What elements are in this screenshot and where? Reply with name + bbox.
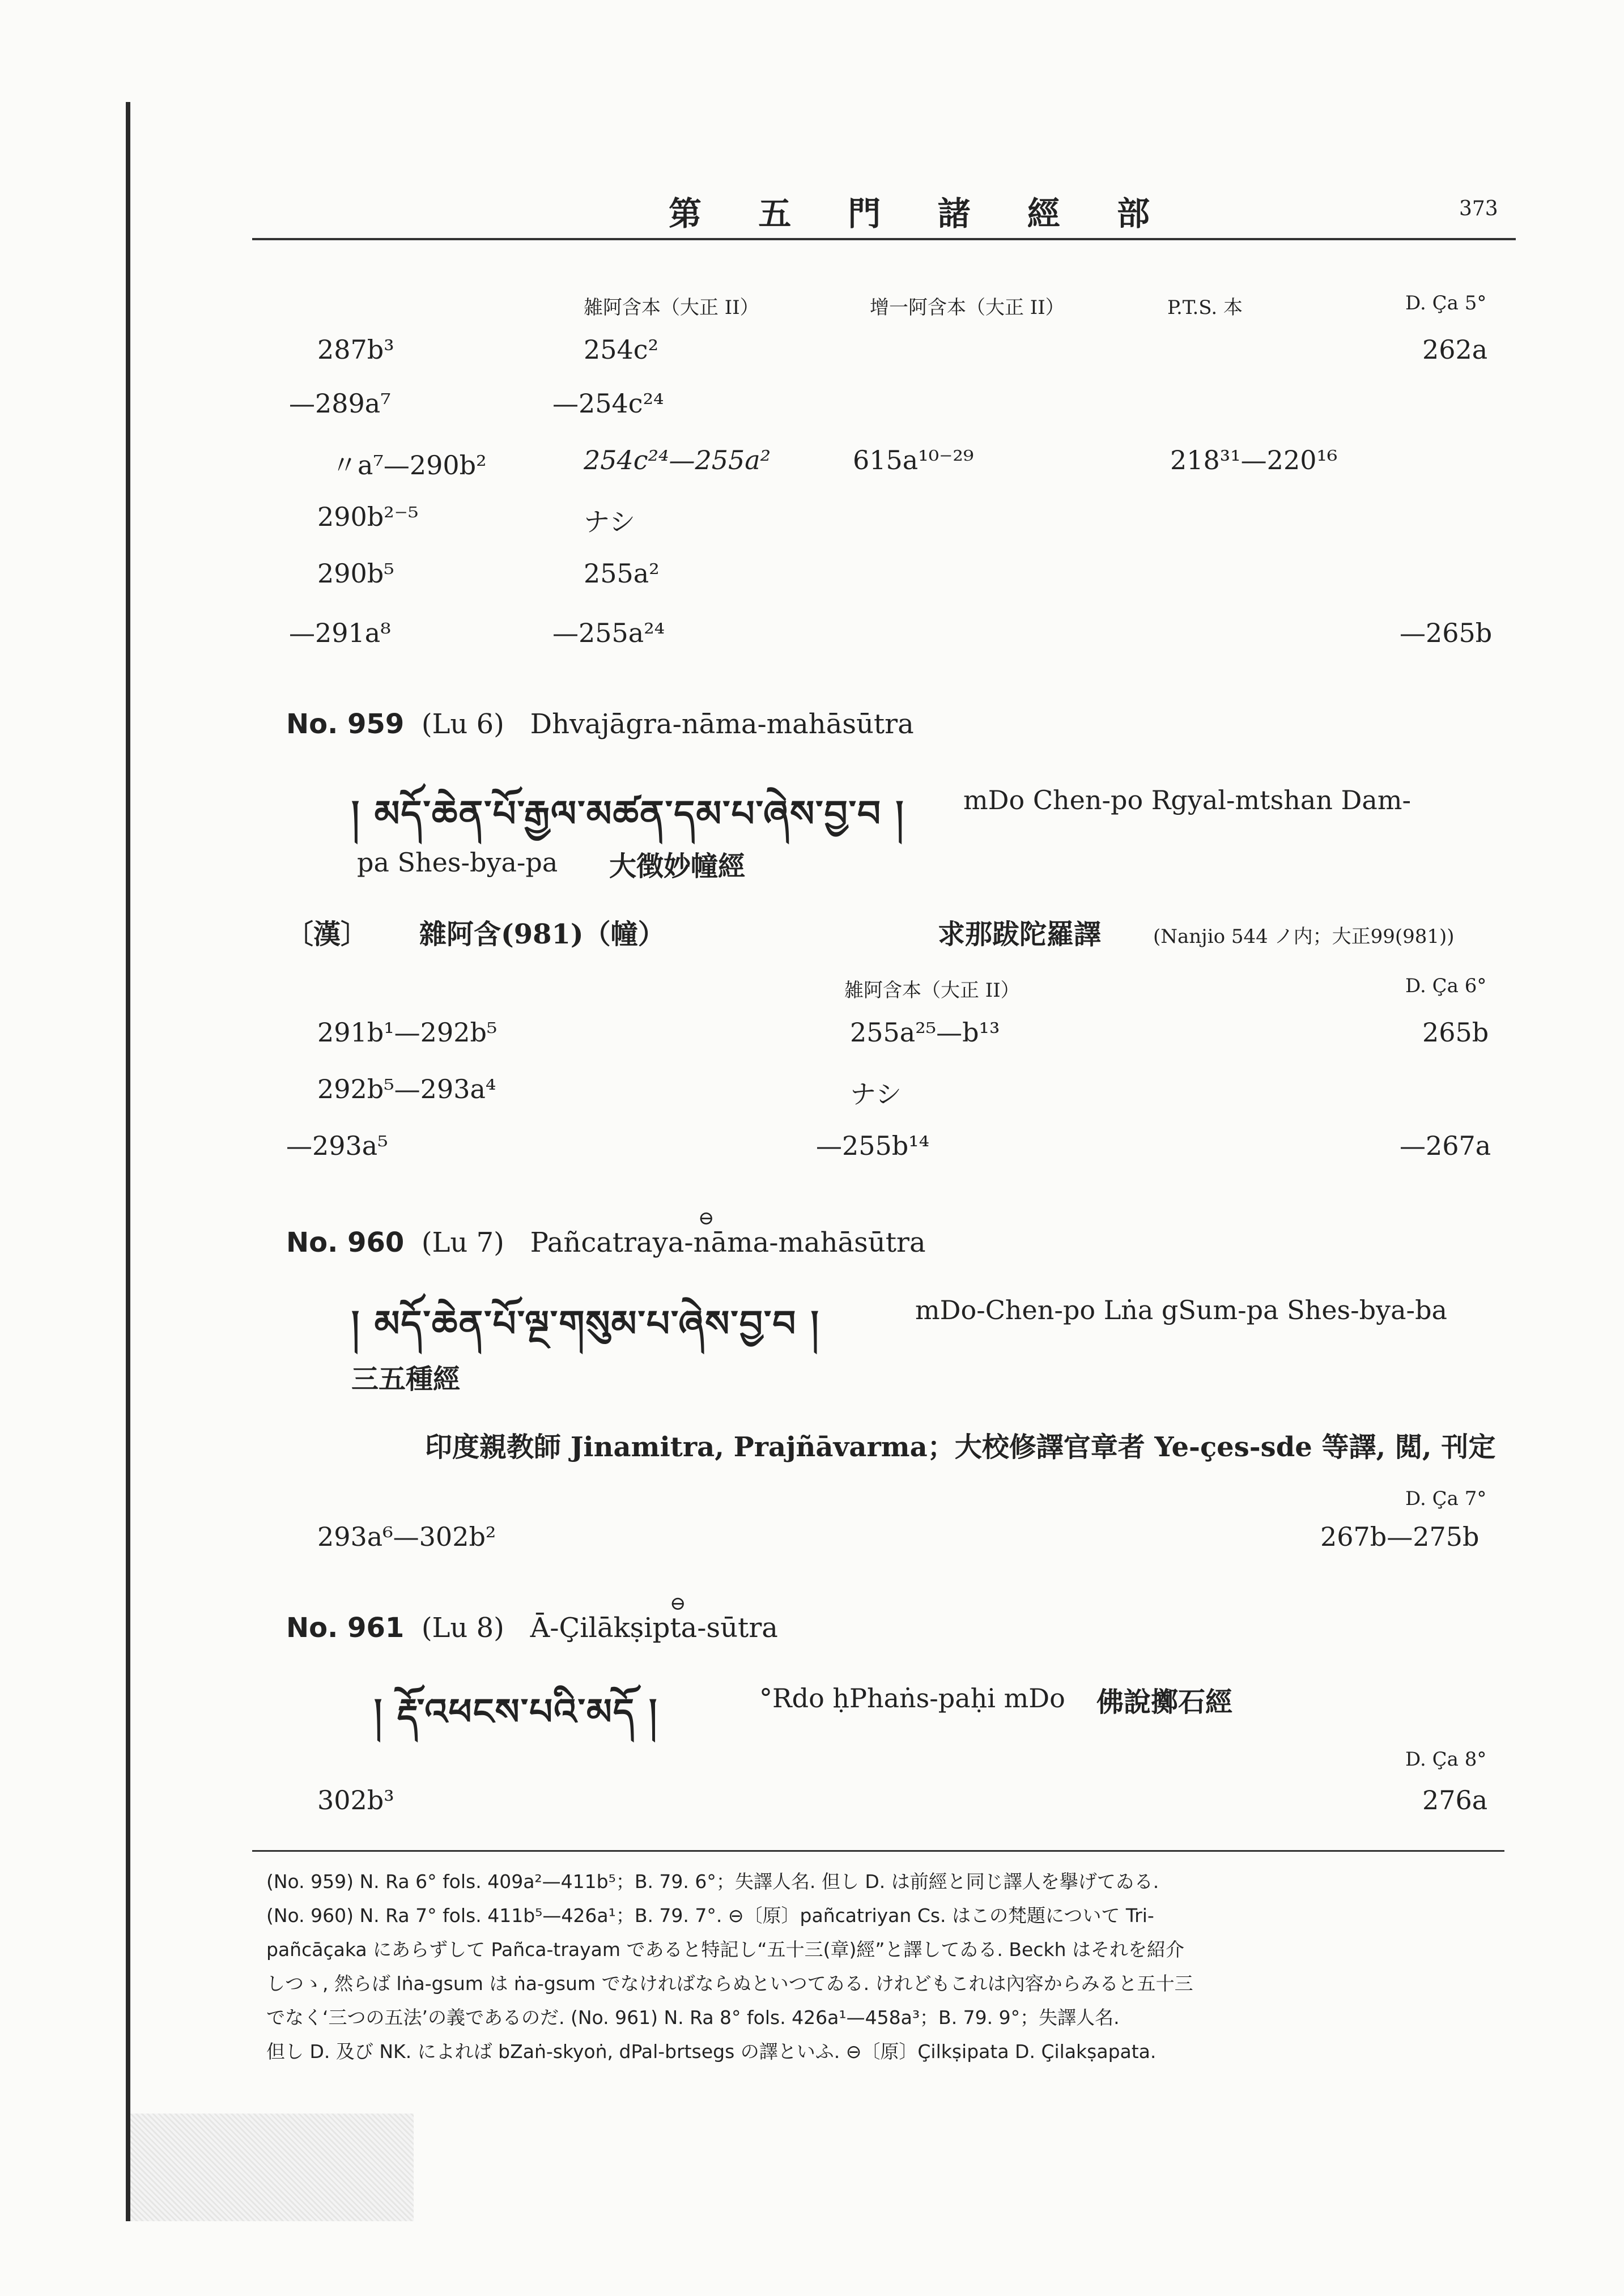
col-header-zaagon: 雑阿含本（大正 II） xyxy=(584,296,759,319)
translator: 求那跋陀羅譯 xyxy=(938,919,1102,950)
col-header-zaagon: 雑阿含本（大正 II） xyxy=(844,979,1020,1002)
entry-number: No. 960 xyxy=(286,1227,405,1258)
entry-number: No. 959 xyxy=(286,708,405,740)
circle-mark: ⊖ xyxy=(670,1592,686,1615)
footnote-line: しつゝ, 然らば lṅa-gsum は ṅa-gsum でなければならぬといつてゐる. けれどもこれは內容からみると五十三 xyxy=(266,1972,1193,1995)
entry-title: Ā-Çilākṣipta-sūtra xyxy=(530,1612,778,1644)
header-rule xyxy=(252,238,1516,240)
transliteration-cont: pa Shes-bya-pa xyxy=(357,847,558,878)
col-header-pts: P.T.S. 本 xyxy=(1167,296,1243,319)
footnote-line: (No. 960) N. Ra 7° fols. 411b⁵—426a¹；B. 79. 7°. ⊖〔原〕pañcatriyan Cs. はこの梵題について Tri- xyxy=(266,1904,1154,1927)
footnote-rule xyxy=(252,1850,1504,1852)
han-source: 雜阿含(981)（幢） xyxy=(419,919,665,950)
entry-title: Dhvajāgra-nāma-mahāsūtra xyxy=(530,708,914,740)
tibetan-title: ། རྡོ་འཕངས་པའི་མདོ ། xyxy=(374,1691,658,1733)
entry-959-heading xyxy=(286,708,914,740)
scan-noise xyxy=(130,2114,414,2221)
footnote-line: 但し D. 及び NK. によれば bZaṅ-skyoṅ, dPal-brtsegs の譯といふ. ⊖〔原〕Çilkṣipata D. Çilakṣapata. xyxy=(266,2040,1157,2063)
page-edge-line xyxy=(126,102,130,2221)
chinese-title: 三五種經 xyxy=(351,1363,461,1395)
translators: 印度親教師 Jinamitra, Prajñāvarma；大校修譯官章者 Ye-çes-sde 等譯, 閲, 刊定 xyxy=(425,1431,1496,1463)
transliteration: °Rdo ḥPhaṅs-paḥi mDo xyxy=(759,1683,1065,1714)
entry-lu: (Lu 6) xyxy=(421,708,504,740)
footnote-line: pañcāçaka にあらずして Pañca-trayam であると特記し“五十三(章)經”と譯してゐる. Beckh はそれを紹介 xyxy=(266,1938,1185,1961)
transliteration: mDo Chen-po Rgyal-mtshan Dam- xyxy=(963,785,1412,815)
circle-mark: ⊖ xyxy=(698,1207,715,1230)
footnote-line: (No. 959) N. Ra 6° fols. 409a²—411b⁵；B. 79. 6°；失譯人名. 但し D. は前經と同じ譯人を擧げてゐる. xyxy=(266,1870,1159,1893)
col-header-derge: D. Ça 5° xyxy=(1405,292,1487,314)
entry-lu: (Lu 7) xyxy=(421,1227,504,1258)
page-header-title: 第 五 門 諸 經 部 xyxy=(669,194,1172,233)
entry-961-heading xyxy=(286,1612,778,1644)
transliteration: mDo-Chen-po Lṅa gSum-pa Shes-bya-ba xyxy=(915,1295,1447,1325)
tibetan-title: ། མདོ་ཆེན་པོ་ལྔ་གསུམ་པ་ཞེས་བྱ་བ ། xyxy=(351,1303,820,1345)
han-label: 〔漢〕 xyxy=(286,919,368,950)
col-header-derge: D. Ça 8° xyxy=(1405,1748,1487,1771)
chinese-title: 大徴妙幢經 xyxy=(609,851,746,882)
page-number: 373 xyxy=(1459,197,1498,220)
entry-number: No. 961 xyxy=(286,1612,405,1644)
tibetan-title: ། མདོ་ཆེན་པོ་རྒྱལ་མཚན་དམ་པ་ཞེས་བྱ་བ ། xyxy=(351,793,905,835)
entry-960-heading xyxy=(286,1227,926,1258)
footnote-line: でなく‘三つの五法’の義であるのだ. (No. 961) N. Ra 8° fols. 426a¹—458a³；B. 79. 9°；失譯人名. xyxy=(266,2006,1120,2029)
col-header-derge: D. Ça 6° xyxy=(1405,975,1487,997)
translator-note: (Nanjio 544 ノ内；大正99(981)) xyxy=(1153,925,1455,948)
chinese-title: 佛說擲石經 xyxy=(1096,1686,1233,1718)
col-header-derge: D. Ça 7° xyxy=(1405,1487,1487,1510)
col-header-zengyi: 增一阿含本（大正 II） xyxy=(870,296,1065,319)
entry-title: Pañcatraya-nāma-mahāsūtra xyxy=(530,1227,926,1258)
entry-lu: (Lu 8) xyxy=(421,1612,504,1644)
